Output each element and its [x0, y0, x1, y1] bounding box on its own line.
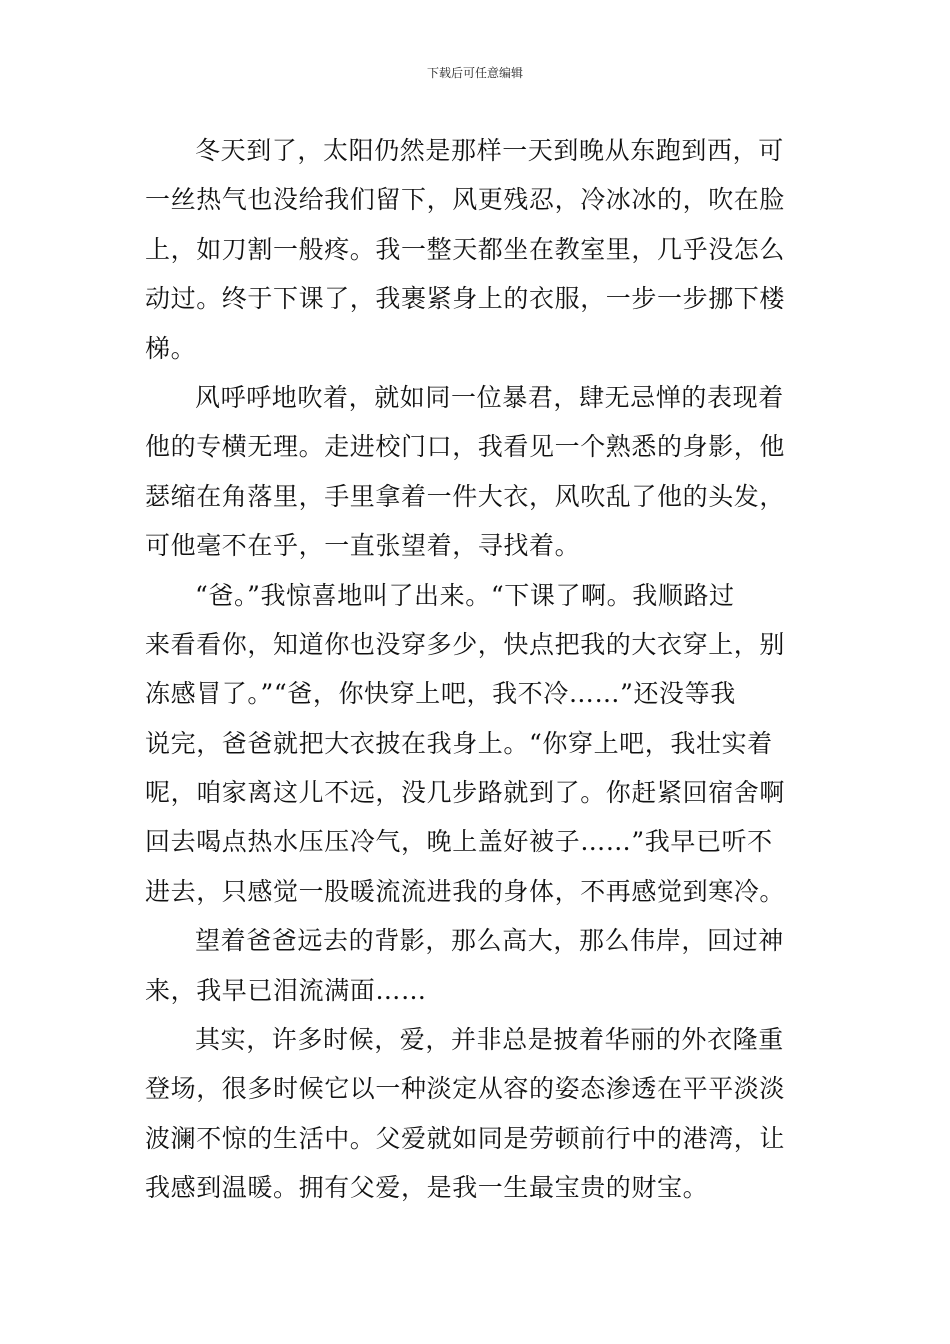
paragraph-3-line-3: 冻感冒了。”“爸，你快穿上吧，我不冷……”还没等我 [145, 679, 736, 709]
page-header-note: 下载后可任意编辑 [426, 66, 523, 80]
paragraph-5-line-4: 我感到温暖。拥有父爱，是我一生最宝贵的财宝。 [145, 1173, 709, 1203]
paragraph-5-line-3: 波澜不惊的生活中。父爱就如同是劳顿前行中的港湾，让 [145, 1123, 786, 1153]
paragraph-1-line-5: 梯。 [145, 333, 197, 363]
paragraph-1-line-1: 冬天到了，太阳仍然是那样一天到晚从东跑到西，可 [195, 136, 784, 165]
paragraph-3-line-1: “爸。”我惊喜地叫了出来。“下课了啊。我顺路过 [195, 580, 735, 610]
paragraph-3-line-4: 说完，爸爸就把大衣披在我身上。“你穿上吧，我壮实着 [145, 728, 773, 758]
paragraph-2-line-3: 瑟缩在角落里，手里拿着一件大衣，风吹乱了他的头发， [145, 481, 786, 511]
paragraph-2-line-4: 可他毫不在乎，一直张望着，寻找着。 [145, 531, 581, 561]
essay-body [145, 126, 807, 1213]
paragraph-3-line-5: 呢，咱家离这儿不远，没几步路就到了。你赶紧回宿舍啊 [145, 778, 786, 808]
paragraph-3-line-2: 来看看你，知道你也没穿多少，快点把我的大衣穿上，别 [145, 629, 786, 659]
paragraph-2-line-1: 风呼呼地吹着，就如同一位暴君，肆无忌惮的表现着 [195, 382, 784, 412]
paragraph-5-line-2: 登场，很多时候它以一种淡定从容的姿态渗透在平平淡淡 [145, 1074, 786, 1104]
paragraph-4-line-1: 望着爸爸远去的背影，那么高大，那么伟岸，回过神 [195, 926, 784, 956]
paragraph-3-line-6: 回去喝点热水压压冷气，晚上盖好被子……”我早已听不 [145, 827, 773, 857]
paragraph-1-line-4: 动过。终于下课了，我裹紧身上的衣服，一步一步挪下楼 [145, 284, 786, 314]
paragraph-3-line-7: 进去，只感觉一股暖流流进我的身体，不再感觉到寒冷。 [145, 876, 786, 906]
paragraph-2-line-2: 他的专横无理。走进校门口，我看见一个熟悉的身影，他 [145, 432, 786, 462]
paragraph-1-line-2: 一丝热气也没给我们留下，风更残忍，冷冰冰的，吹在脸 [145, 185, 786, 215]
paragraph-1-line-3: 上，如刀割一般疼。我一整天都坐在教室里，几乎没怎么 [145, 234, 786, 264]
paragraph-4-line-2: 来，我早已泪流满面…… [145, 975, 427, 1005]
paragraph-5-line-1: 其实，许多时候，爱，并非总是披着华丽的外衣隆重 [195, 1025, 784, 1055]
